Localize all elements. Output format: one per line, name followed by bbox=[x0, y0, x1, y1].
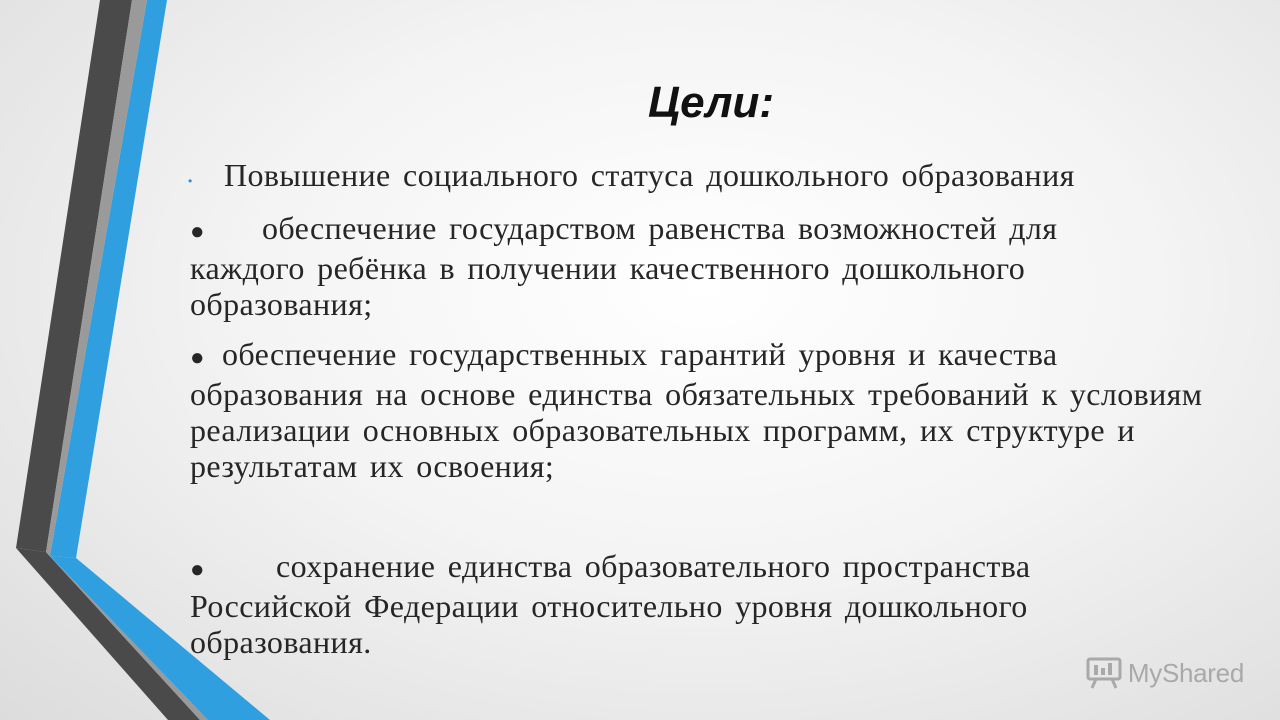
watermark-text: MyShared bbox=[1127, 657, 1244, 688]
goal-item-1 bbox=[224, 157, 1234, 193]
goal-item-3 bbox=[190, 336, 1215, 484]
goal-text-3: обеспечение государственных гарантий уровня и качества образования на основе единства обязательных требований к условиям реализации основных образовательных программ, их структуре и результатам их освоения; bbox=[190, 336, 1203, 484]
bullet-marker-3: ● bbox=[190, 345, 205, 371]
myshared-watermark bbox=[1086, 656, 1244, 690]
dark-stripe-diagonal bbox=[16, 548, 200, 720]
slide-title: Цели: bbox=[648, 78, 774, 127]
bullet-marker-2: ● bbox=[190, 219, 205, 245]
presentation-board-icon bbox=[1086, 656, 1122, 690]
goal-text-1: Повышение социального статуса дошкольного образования bbox=[224, 157, 1075, 193]
bullet-marker-1: • bbox=[188, 174, 193, 188]
gray-stripe-diagonal bbox=[46, 552, 208, 720]
goal-item-4 bbox=[190, 548, 1150, 660]
goal-item-2 bbox=[190, 210, 1170, 322]
bullet-marker-4: ● bbox=[190, 557, 205, 583]
goal-text-2: обеспечение государством равенства возможностей для каждого ребёнка в получении качественного дошкольного образования; bbox=[190, 210, 1058, 322]
goal-text-4: сохранение единства образовательного пространства Российской Федерации относительно уровня дошкольного образования. bbox=[190, 548, 1031, 660]
